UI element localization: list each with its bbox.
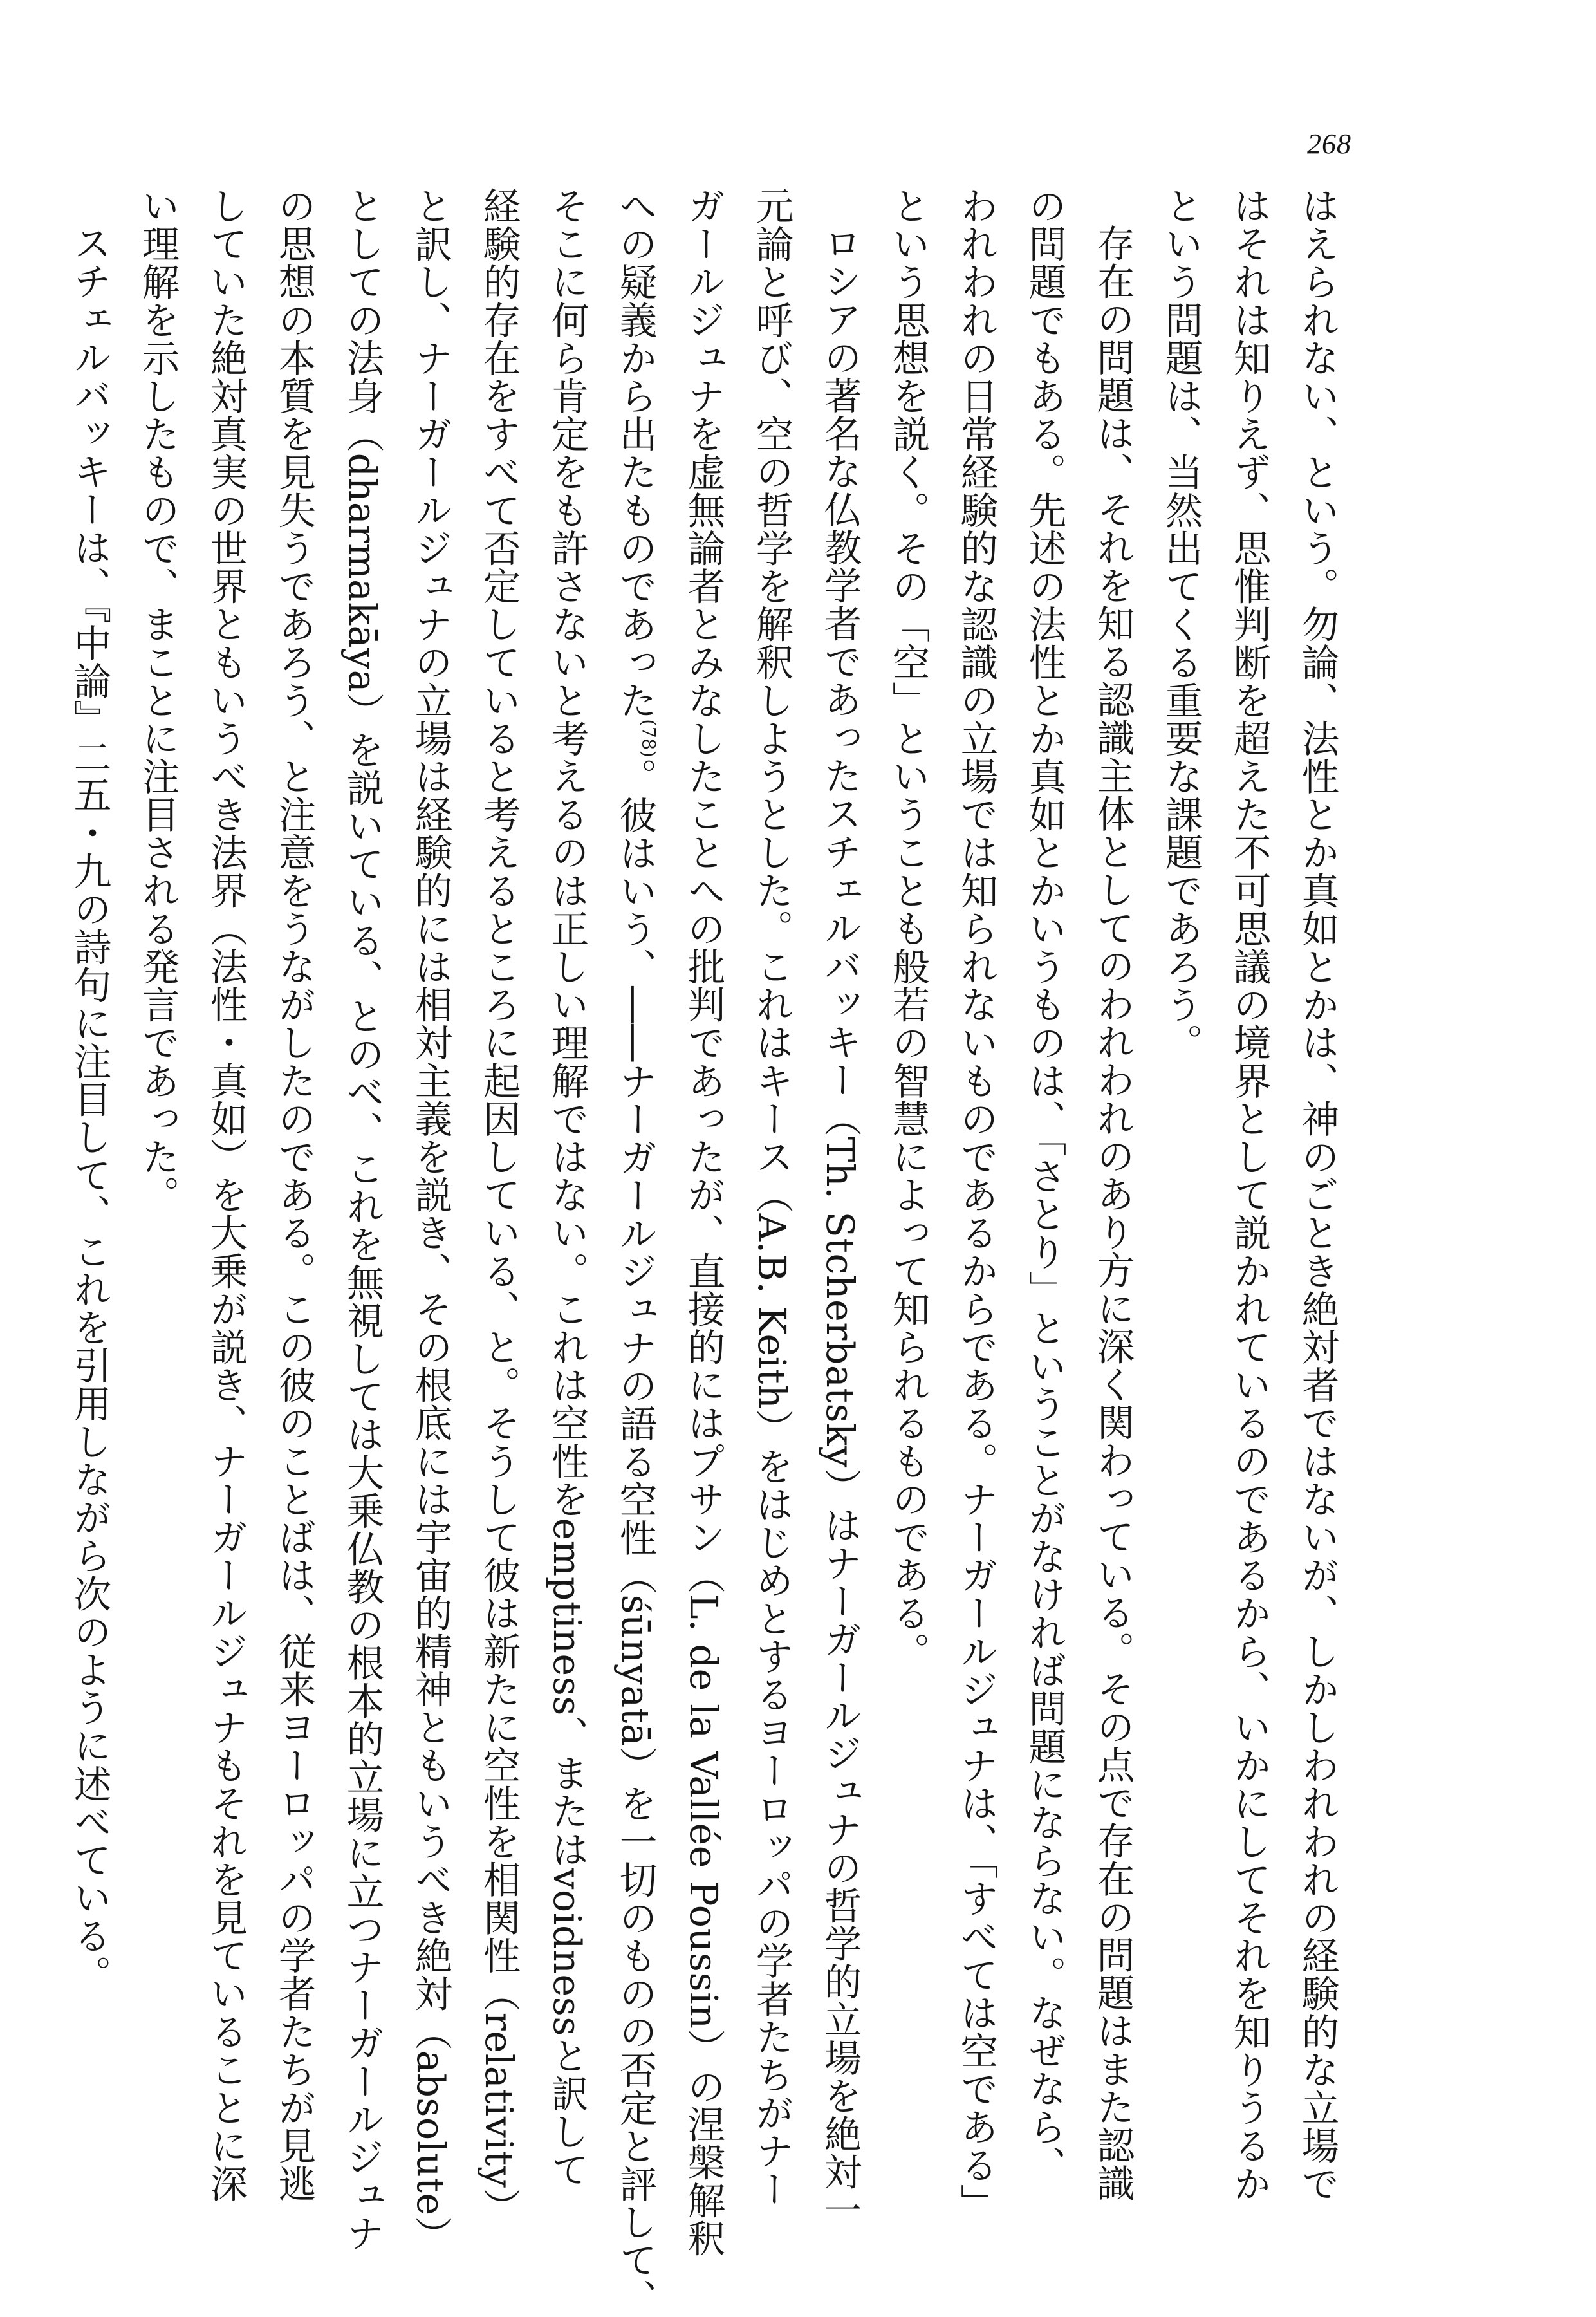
text-segment: 。彼はいう、――ナーガールジュナの語る空性（śūnyatā）を一切のものの否定と評して、 — [613, 758, 657, 2317]
text-line: という問題は、当然出てくる重要な課題であろう。 — [1159, 187, 1203, 1062]
footnote-marker: (78) — [638, 719, 660, 758]
text-line: という思想を説く。その「空」ということも般若の智慧によって知られるものである。 — [886, 187, 930, 1670]
text-line: の問題でもある。先述の法性とか真如とかいうものは、「さとり」ということがなければ問題にならない。なぜなら、 — [1023, 187, 1066, 2184]
text-line: われわれの日常経験的な認識の立場では知られないものであるからである。ナーガールジュナは、「すべては空である」 — [954, 187, 998, 2222]
text-line: 経験的存在をすべて否定していると考えるところに起因している、と。そうして彼は新たに空性を相関性（relativity） — [477, 187, 521, 2226]
page-number: 268 — [1307, 128, 1351, 160]
text-line: スチェルバッキーは、『中論』二五・九の詩句に注目して、これを引用しながら次のように述べている。 — [68, 224, 111, 1993]
text-line: していた絶対真実の世界ともいうべき法界（法性・真如）を大乗が説き、ナーガールジュナもそれを見ていることに深 — [204, 187, 248, 2203]
text-line: と訳し、ナーガールジュナの立場は経験的には相対主義を説き、その根底には宇宙的精神ともいうべき絶対（absolute） — [409, 187, 452, 2254]
body-text — [55, 187, 1351, 2317]
text-line: はそれは知りえず、思惟判断を超えた不可思議の境界として説かれているのであるから、いかにしてそれを知りうるか — [1227, 187, 1271, 2203]
text-line: の思想の本質を見失うであろう、と注意をうながしたのである。この彼のことばは、従来ヨーロッパの学者たちが見逃 — [272, 187, 316, 2203]
text-line: 元論と呼び、空の哲学を解釈しようとした。これはキース（A.B. Keith）をはじめとするヨーロッパの学者たちがナー — [750, 187, 793, 2208]
text-line: はえられない、という。勿論、法性とか真如とかは、神のごとき絶対者ではないが、しかしわれわれの経験的な立場で — [1295, 187, 1339, 2203]
text-line: ガールジュナを虚無論者とみなしたことへの批判であったが、直接的にはプサン（L. de la Vallée Poussin）の涅槃解釈 — [682, 187, 725, 2258]
text-line: い理解を示したもので、まことに注目される発言であった。 — [136, 187, 180, 1214]
text-line: としての法身（dharmakāya）を説いている、とのべ、これを無視しては大乗仏教の根本的立場に立つナーガールジュナ — [340, 187, 384, 2253]
text-line: ロシアの著名な仏教学者であったスチェルバッキー（Th. Stcherbatsky）はナーガールジュナの哲学的立場を絶対一 — [818, 224, 862, 2229]
text-segment: への疑義から出たものであった — [613, 187, 657, 720]
text-line: そこに何ら肯定をも許さないと考えるのは正しい理解ではない。これは空性をemptiness、またはvoidnessと訳して — [545, 187, 589, 2189]
text-line: 存在の問題は、それを知る認識主体としてのわれわれのあり方に深く関わっている。その点で存在の問題はまた認識 — [1091, 224, 1135, 2202]
text-line-with-note — [601, 187, 669, 2317]
